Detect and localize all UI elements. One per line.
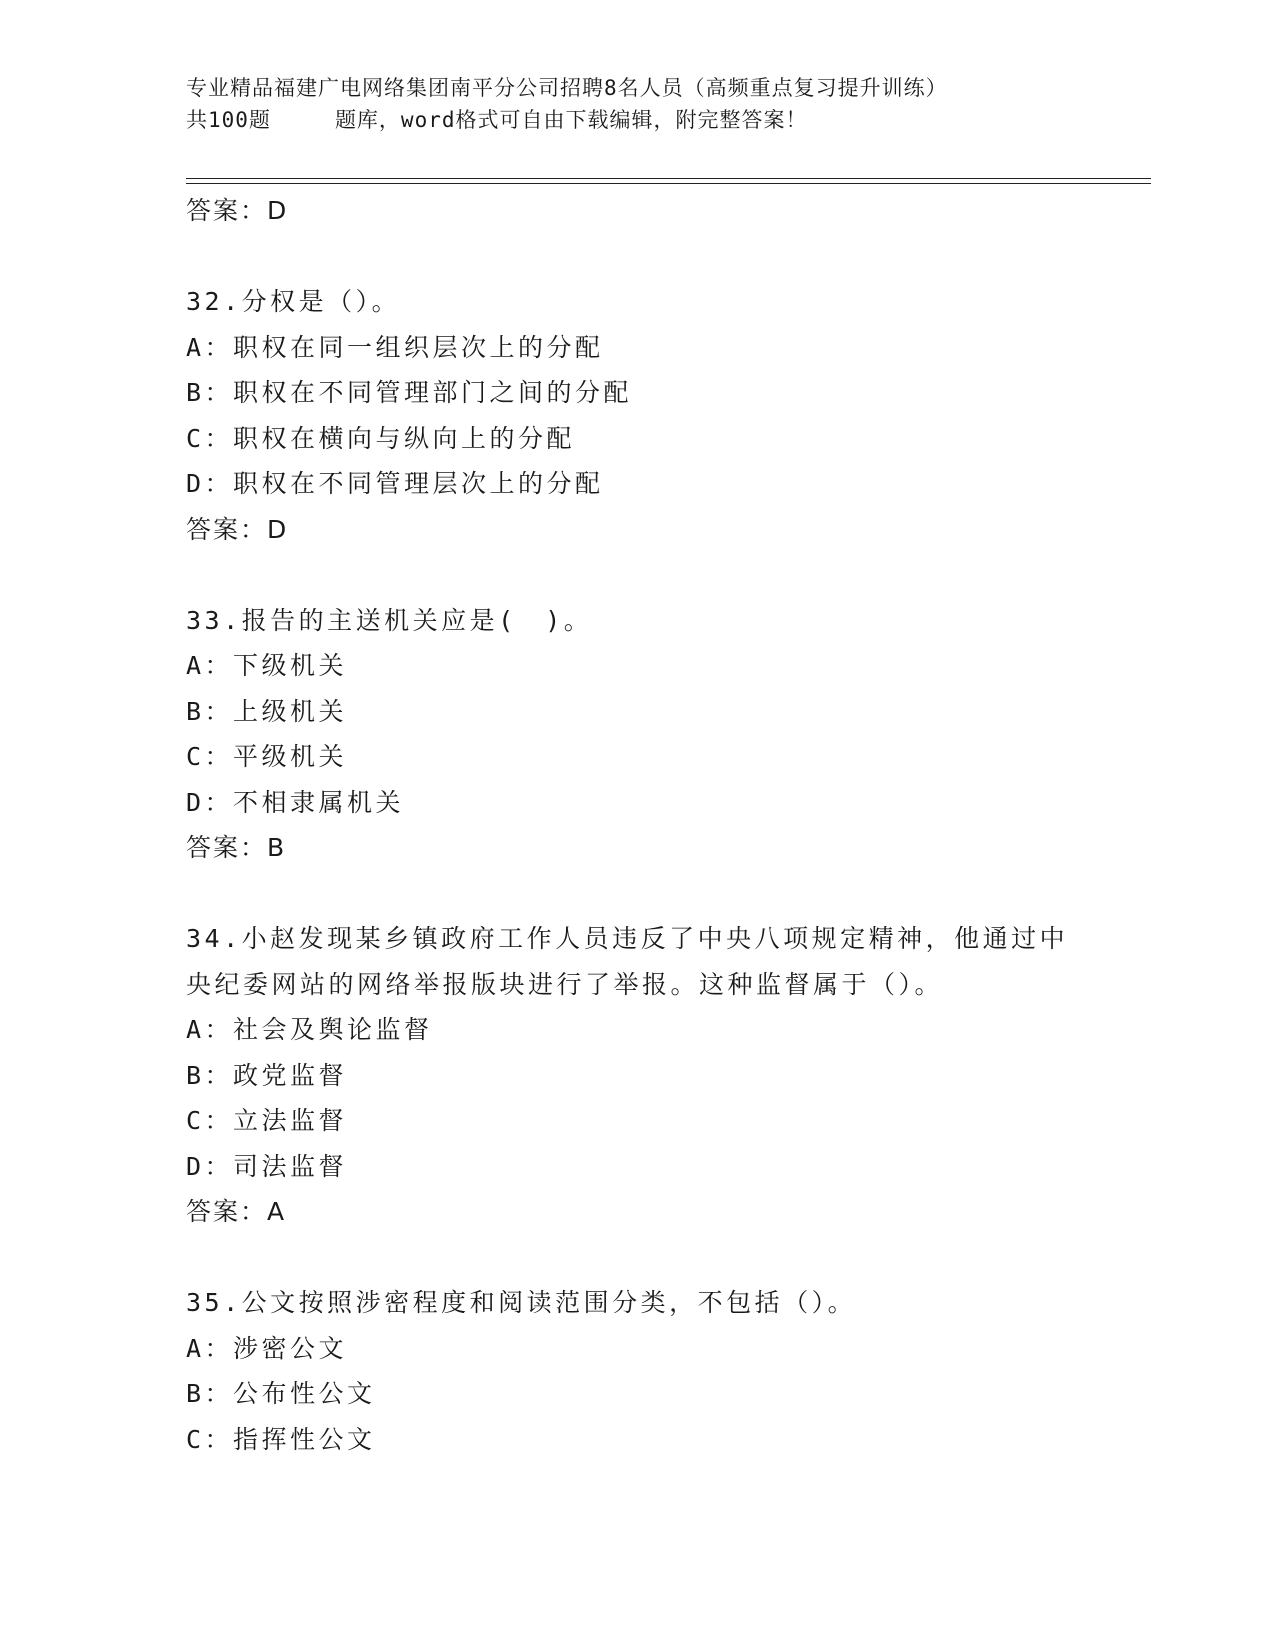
question-block <box>186 1280 1146 1462</box>
option-c: C：平级机关 <box>186 742 348 771</box>
option-a: A：社会及舆论监督 <box>186 1015 433 1044</box>
question-stem: 33.报告的主送机关应是( )。 <box>186 605 593 635</box>
option-a: A：下级机关 <box>186 651 348 680</box>
header-divider-bottom <box>186 183 1151 184</box>
option-d: D：司法监督 <box>186 1151 348 1181</box>
option-d: D：职权在不同管理层次上的分配 <box>186 469 604 498</box>
header-question-count: 共100题 <box>186 108 271 132</box>
option-b: B：公布性公文 <box>186 1379 376 1408</box>
question-stem-continued: 央纪委网站的网络举报版块进行了举报。这种监督属于（）。 <box>186 969 944 999</box>
question-list <box>186 188 1146 1462</box>
option-c: C：职权在横向与纵向上的分配 <box>186 423 576 453</box>
document-header <box>186 72 1086 136</box>
question-block <box>186 598 1146 871</box>
header-divider-top <box>186 178 1151 179</box>
option-a: A：职权在同一组织层次上的分配 <box>186 332 604 362</box>
answer-line: 答案：B <box>186 833 287 862</box>
option-c: C：指挥性公文 <box>186 1424 376 1454</box>
previous-answer: 答案：D <box>186 196 289 225</box>
option-a: A：涉密公文 <box>186 1333 348 1363</box>
answer-line: 答案：D <box>186 514 289 544</box>
option-d: D：不相隶属机关 <box>186 787 405 817</box>
question-block <box>186 916 1146 1235</box>
question-stem: 34.小赵发现某乡镇政府工作人员违反了中央八项规定精神，他通过中 <box>186 924 1069 953</box>
answer-line: 答案：A <box>186 1197 287 1226</box>
header-subtitle-line <box>186 104 1086 136</box>
header-title-line: 专业精品福建广电网络集团南平分公司招聘8名人员（高频重点复习提升训练） <box>186 76 948 100</box>
question-block <box>186 279 1146 552</box>
header-format-note: 题库，word格式可自由下载编辑，附完整答案！ <box>334 108 808 132</box>
question-stem: 32.分权是（）。 <box>186 287 401 316</box>
option-b: B：上级机关 <box>186 696 348 726</box>
option-b: B：职权在不同管理部门之间的分配 <box>186 378 633 407</box>
question-stem: 35.公文按照涉密程度和阅读范围分类，不包括（）。 <box>186 1288 857 1317</box>
option-c: C：立法监督 <box>186 1106 348 1135</box>
option-b: B：政党监督 <box>186 1060 348 1090</box>
